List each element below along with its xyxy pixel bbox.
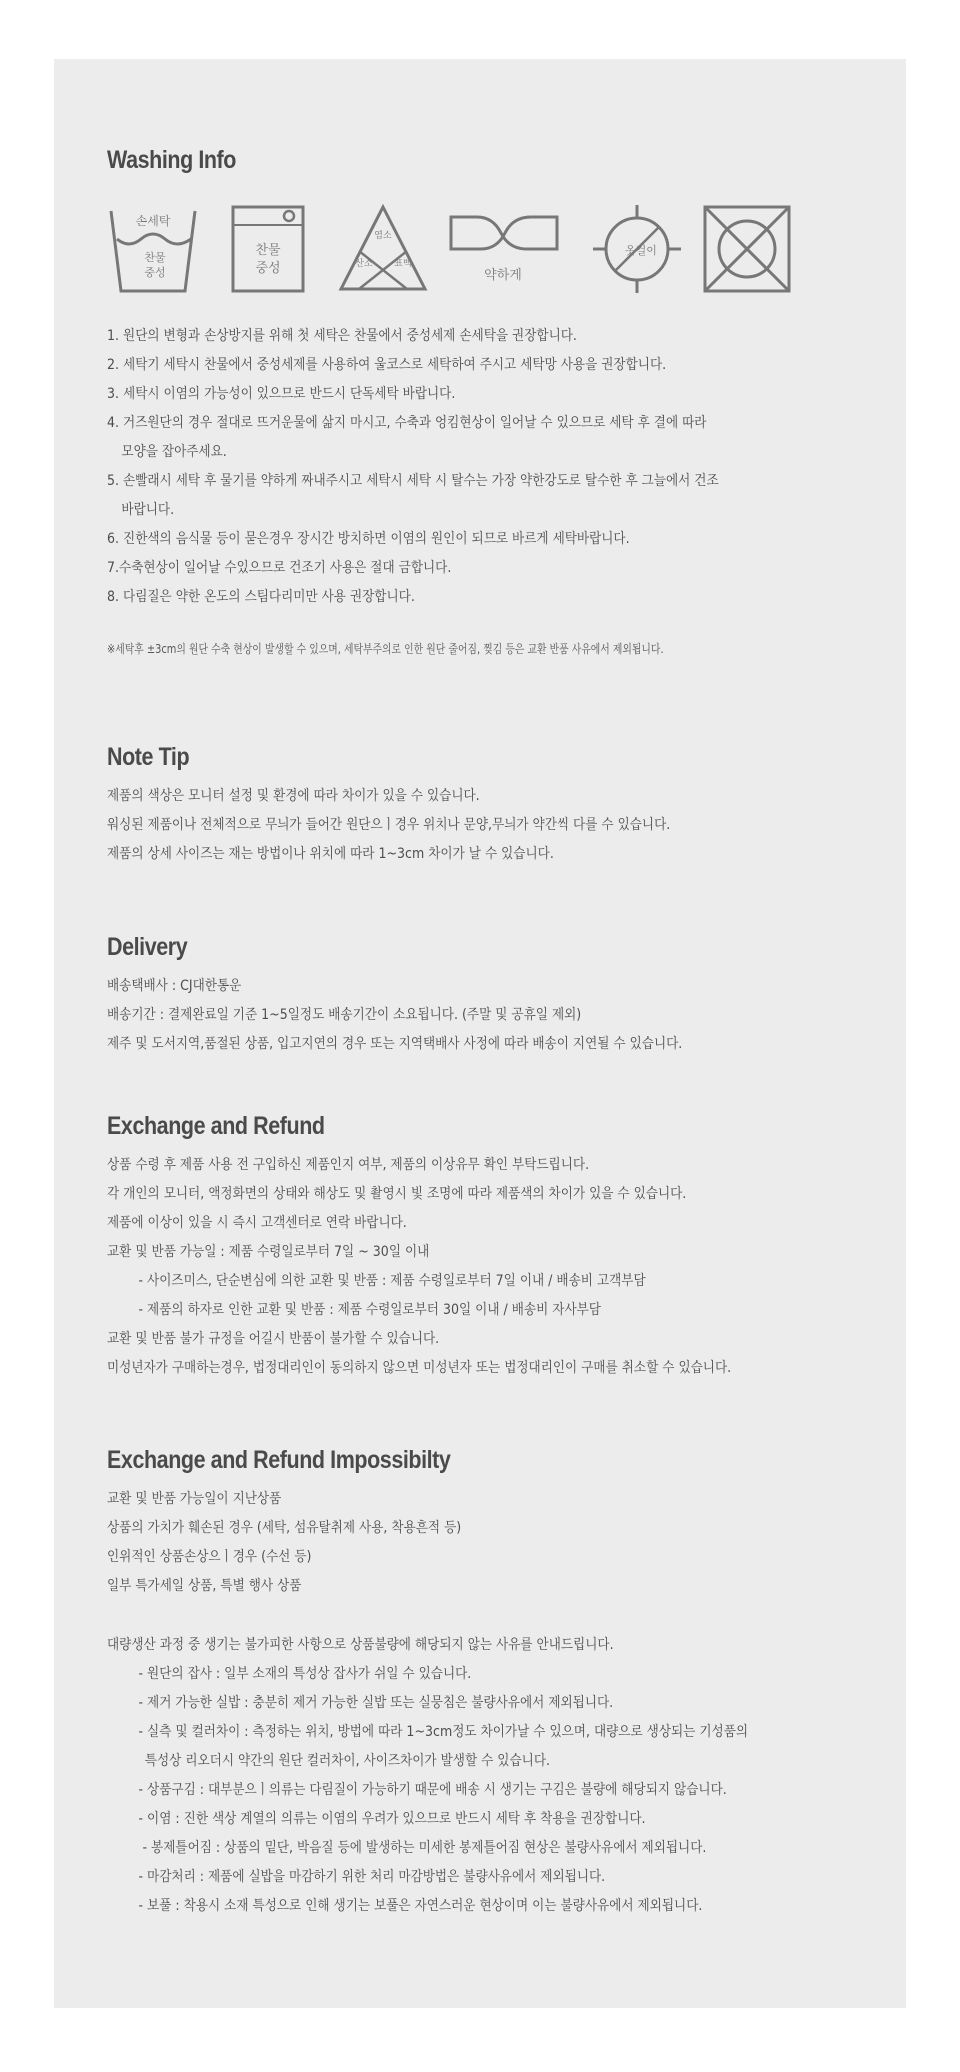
- exchange-line: 상품 수령 후 제품 사용 전 구입하신 제품인지 여부, 제품의 이상유무 확인 부탁드립니다.: [107, 1157, 590, 1173]
- exchange-line: 교환 및 반품 불가 규정을 어길시 반품이 불가할 수 있습니다.: [107, 1331, 440, 1347]
- defect-exclusions: [107, 1631, 887, 1921]
- washing-info-title: Washing Info: [107, 146, 236, 174]
- machine-wash-label-1: 찬물: [255, 243, 281, 258]
- defect-item: - 봉제틀어짐 : 상품의 밑단, 박음질 등에 발생하는 미세한 봉제틀어짐 현상은 불량사유에서 제외됩니다.: [138, 1840, 707, 1856]
- bleach-label-2: 산소: [355, 259, 373, 269]
- washing-note: ※세탁후 ±3cm의 원단 수축 현상이 발생할 수 있으며, 세탁부주의로 인한 원단 줄어짐, 찢김 등은 교환 반품 사유에서 제외됩니다.: [107, 642, 664, 656]
- exchange-title: Exchange and Refund: [107, 1112, 325, 1140]
- impossibility-line: 상품의 가치가 훼손된 경우 (세탁, 섬유탈취제 사용, 착용흔적 등): [107, 1520, 462, 1536]
- exchange-body: [107, 1151, 887, 1383]
- defect-item: - 이염 : 진한 색상 계열의 의류는 이염의 우려가 있으므로 반드시 세탁 후 착용을 권장합니다.: [138, 1811, 646, 1827]
- hang-dry-label: 옷걸이: [625, 244, 657, 257]
- exchange-subline: - 제품의 하자로 인한 교환 및 반품 : 제품 수령일로부터 30일 이내 / 배송비 자사부담: [138, 1302, 601, 1318]
- washing-item: 6. 진한색의 음식물 등이 묻은경우 장시간 방치하면 이염의 원인이 되므로 바르게 세탁바랍니다.: [107, 531, 630, 547]
- delivery-line: 배송택배사 : CJ대한통운: [107, 978, 242, 994]
- delivery-line: 제주 및 도서지역,품절된 상품, 입고지연의 경우 또는 지역택배사 사정에 따라 배송이 지연될 수 있습니다.: [107, 1036, 683, 1052]
- washing-item: 4. 거즈원단의 경우 절대로 뜨거운물에 삶지 마시고, 수축과 엉킴현상이 일어날 수 있으므로 세탁 후 결에 따라: [107, 415, 707, 431]
- impossibility-line: 교환 및 반품 가능일이 지난상품: [107, 1491, 282, 1507]
- delivery-body: [107, 972, 887, 1059]
- machine-wash-label-2: 중성: [255, 261, 281, 276]
- note-tip-body: [107, 782, 887, 869]
- no-tumble-dry-icon: [701, 203, 793, 295]
- delivery-title: Delivery: [107, 933, 188, 961]
- washing-item: 7.수축현상이 일어날 수있으므로 건조기 사용은 절대 금합니다.: [107, 560, 452, 576]
- delivery-line: 배송기간 : 결제완료일 기준 1~5일정도 배송기간이 소요됩니다. (주말 및 공휴일 제외): [107, 1007, 582, 1023]
- washing-icons: [107, 203, 797, 295]
- washing-item: 1. 원단의 변형과 손상방지를 위해 첫 세탁은 찬물에서 중성세제 손세탁을 권장합니다.: [107, 328, 577, 344]
- exchange-line: 미성년자가 구매하는경우, 법정대리인이 동의하지 않으면 미성년자 또는 법정대리인이 구매를 취소할 수 있습니다.: [107, 1360, 732, 1376]
- bleach-label-1: 염소: [374, 231, 392, 241]
- hand-wash-label-3: 중성: [144, 266, 166, 279]
- note-tip-line: 제품의 상세 사이즈는 재는 방법이나 위치에 따라 1~3cm 차이가 날 수 있습니다.: [107, 846, 554, 862]
- washing-item-continued: 바랍니다.: [121, 502, 175, 518]
- note-tip-title: Note Tip: [107, 743, 190, 771]
- washing-item: 2. 세탁기 세탁시 찬물에서 중성세제를 사용하여 울코스로 세탁하여 주시고 세탁망 사용을 권장합니다.: [107, 357, 667, 373]
- impossibility-body: [107, 1485, 887, 1601]
- washing-instructions: [107, 322, 887, 612]
- wring-gently-icon: [447, 203, 561, 295]
- defect-item: - 제거 가능한 실밥 : 충분히 제거 가능한 실밥 또는 실뭉침은 불량사유에서 제외됩니다.: [138, 1695, 614, 1711]
- defect-item: - 원단의 잡사 : 일부 소재의 특성상 잡사가 쉬일 수 있습니다.: [138, 1666, 472, 1682]
- exchange-line: 각 개인의 모니터, 액정화면의 상태와 해상도 및 촬영시 빛 조명에 따라 제품색의 차이가 있을 수 있습니다.: [107, 1186, 687, 1202]
- hand-wash-icon: [107, 203, 199, 295]
- washing-item: 8. 다림질은 약한 온도의 스팀다리미만 사용 권장합니다.: [107, 589, 415, 605]
- exchange-subline: - 사이즈미스, 단순변심에 의한 교환 및 반품 : 제품 수령일로부터 7일 이내 / 배송비 고객부담: [138, 1273, 646, 1289]
- impossibility-title: Exchange and Refund Impossibilty: [107, 1446, 451, 1474]
- impossibility-line: 인위적인 상품손상으ㅣ경우 (수선 등): [107, 1549, 312, 1565]
- defect-item: - 마감처리 : 제품에 실밥을 마감하기 위한 처리 마감방법은 불량사유에서 제외됩니다.: [138, 1869, 606, 1885]
- wring-label: 약하게: [484, 268, 522, 283]
- defect-item-continued: 특성상 리오더시 약간의 원단 컬러차이, 사이즈차이가 발생할 수 있습니다.: [144, 1753, 551, 1769]
- bleach-icon: [337, 203, 429, 295]
- exchange-line: 교환 및 반품 가능일 : 제품 수령일로부터 7일 ~ 30일 이내: [107, 1244, 430, 1260]
- washing-item: 5. 손빨래시 세탁 후 물기를 약하게 짜내주시고 세탁시 세탁 시 탈수는 가장 약한강도로 탈수한 후 그늘에서 건조: [107, 473, 719, 489]
- note-tip-line: 제품의 색상은 모니터 설정 및 환경에 따라 차이가 있을 수 있습니다.: [107, 788, 480, 804]
- hang-dry-icon: [591, 203, 683, 295]
- washing-item: 3. 세탁시 이염의 가능성이 있으므로 반드시 단독세탁 바랍니다.: [107, 386, 456, 402]
- hand-wash-label-1: 손세탁: [135, 214, 171, 228]
- defect-intro: 대량생산 과정 중 생기는 불가피한 사항으로 상품불량에 해당되지 않는 사유를 안내드립니다.: [107, 1637, 614, 1653]
- hand-wash-label-2: 찬물: [144, 251, 166, 264]
- impossibility-line: 일부 특가세일 상품, 특별 행사 상품: [107, 1578, 302, 1594]
- bleach-label-3: 표백: [394, 259, 412, 269]
- exchange-line: 제품에 이상이 있을 시 즉시 고객센터로 연락 바랍니다.: [107, 1215, 407, 1231]
- defect-item: - 보풀 : 착용시 소재 특성으로 인해 생기는 보풀은 자연스러운 현상이며 이는 불량사유에서 제외됩니다.: [138, 1898, 703, 1914]
- washing-item-continued: 모양을 잡아주세요.: [121, 444, 227, 460]
- defect-item: - 상품구김 : 대부분으ㅣ의류는 다림질이 가능하기 때문에 배송 시 생기는 구김은 불량에 해당되지 않습니다.: [138, 1782, 727, 1798]
- note-tip-line: 워싱된 제품이나 전체적으로 무늬가 들어간 원단으ㅣ경우 위치나 문양,무늬가 약간씩 다를 수 있습니다.: [107, 817, 671, 833]
- machine-wash-icon: [231, 203, 323, 295]
- defect-item: - 실측 및 컬러차이 : 측정하는 위치, 방법에 따라 1~3cm정도 차이가날 수 있으며, 대량으로 생상되는 기성품의: [138, 1724, 749, 1740]
